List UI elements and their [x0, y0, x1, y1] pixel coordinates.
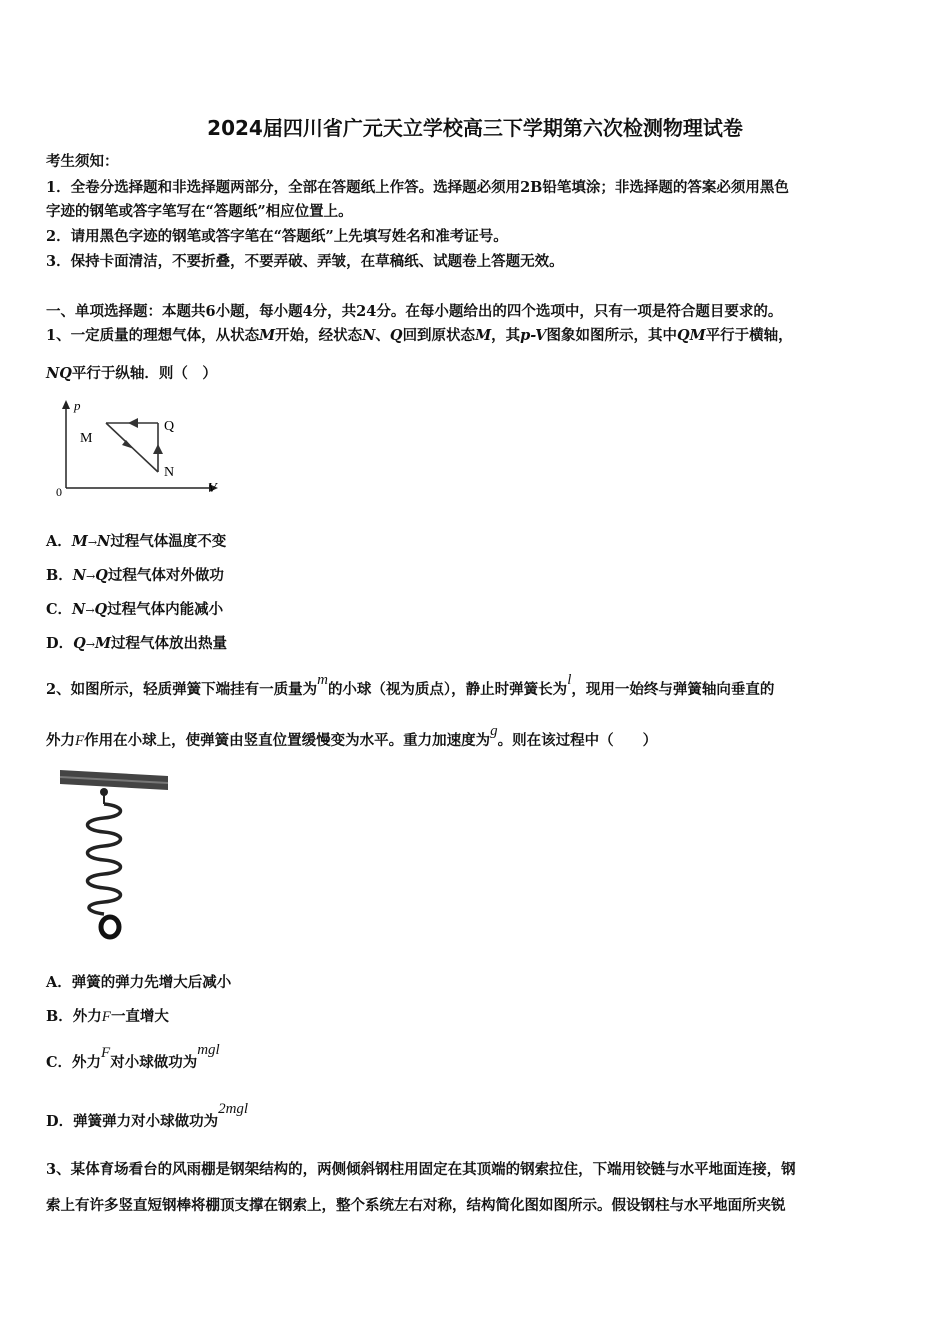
spring-figure — [56, 764, 176, 944]
page-title: 2024届四川省广元天立学校高三下学期第六次检测物理试卷 — [207, 116, 743, 140]
q2-option-c[interactable]: C．外力F对小球做功为mgl — [46, 1042, 220, 1071]
q1-stem-line-2: NQ平行于纵轴．则（ ） — [46, 365, 217, 382]
q2-option-d[interactable]: D．弹簧弹力对小球做功为2mgl — [46, 1101, 249, 1130]
q1-stem-line-1: 1、一定质量的理想气体，从状态M开始，经状态N、Q回到原状态M，其p-V图象如图所示，其中QM平行于横轴， — [46, 327, 793, 344]
q2-stem-line-2: 外力F作用在小球上，使弹簧由竖直位置缓慢变为水平。重力加速度为g。则在该过程中（ ） — [46, 723, 658, 749]
q2-option-b[interactable]: B．外力F一直增大 — [46, 1008, 169, 1025]
notice-item-1-line-1: 1．全卷分选择题和非选择题两部分，全部在答题纸上作答。选择题必须用2B铅笔填涂；非选择题的答案必须用黑色 — [46, 179, 789, 196]
pv-diagram — [52, 396, 232, 504]
q2-option-a[interactable]: A．弹簧的弹力先增大后减小 — [46, 974, 232, 991]
notice-item-1-line-2: 字迹的钢笔或答字笔写在“答题纸”相应位置上。 — [46, 203, 353, 220]
q1-option-b[interactable]: B．N→Q过程气体对外做功 — [46, 567, 224, 584]
point-n-label: N — [164, 465, 175, 480]
v-axis-label: V — [208, 481, 217, 496]
q3-stem-line-1: 3、某体育场看台的风雨棚是钢架结构的，两侧倾斜钢柱用固定在其顶端的钢索拉住，下端用铰链与水平地面连接，钢 — [46, 1161, 796, 1178]
p-axis-label: p — [74, 398, 81, 413]
notice-heading: 考生须知： — [46, 153, 119, 170]
section-heading: 一、单项选择题：本题共6小题，每小题4分，共24分。在每小题给出的四个选项中，只有一项是符合题目要求的。 — [46, 303, 783, 320]
q3-stem-line-2: 索上有许多竖直短钢棒将棚顶支撑在钢索上，整个系统左右对称，结构简化图如图所示。假设钢柱与水平地面所夹锐 — [46, 1197, 786, 1214]
q1-option-a[interactable]: A．M→N过程气体温度不变 — [46, 533, 227, 550]
q2-stem-line-1: 2、如图所示，轻质弹簧下端挂有一质量为m的小球（视为质点），静止时弹簧长为l，现用一始终与弹簧轴向垂直的 — [46, 672, 775, 698]
notice-item-2: 2．请用黑色字迹的钢笔或答字笔在“答题纸”上先填写姓名和准考证号。 — [46, 228, 508, 245]
q1-option-d[interactable]: D．Q→M过程气体放出热量 — [46, 635, 227, 652]
point-q-label: Q — [164, 419, 175, 434]
origin-label: 0 — [56, 485, 62, 499]
q1-option-c[interactable]: C．N→Q过程气体内能减小 — [46, 601, 224, 618]
notice-item-3: 3．保持卡面清洁，不要折叠，不要弄破、弄皱，在草稿纸、试题卷上答题无效。 — [46, 253, 564, 270]
point-m-label: M — [80, 431, 93, 446]
